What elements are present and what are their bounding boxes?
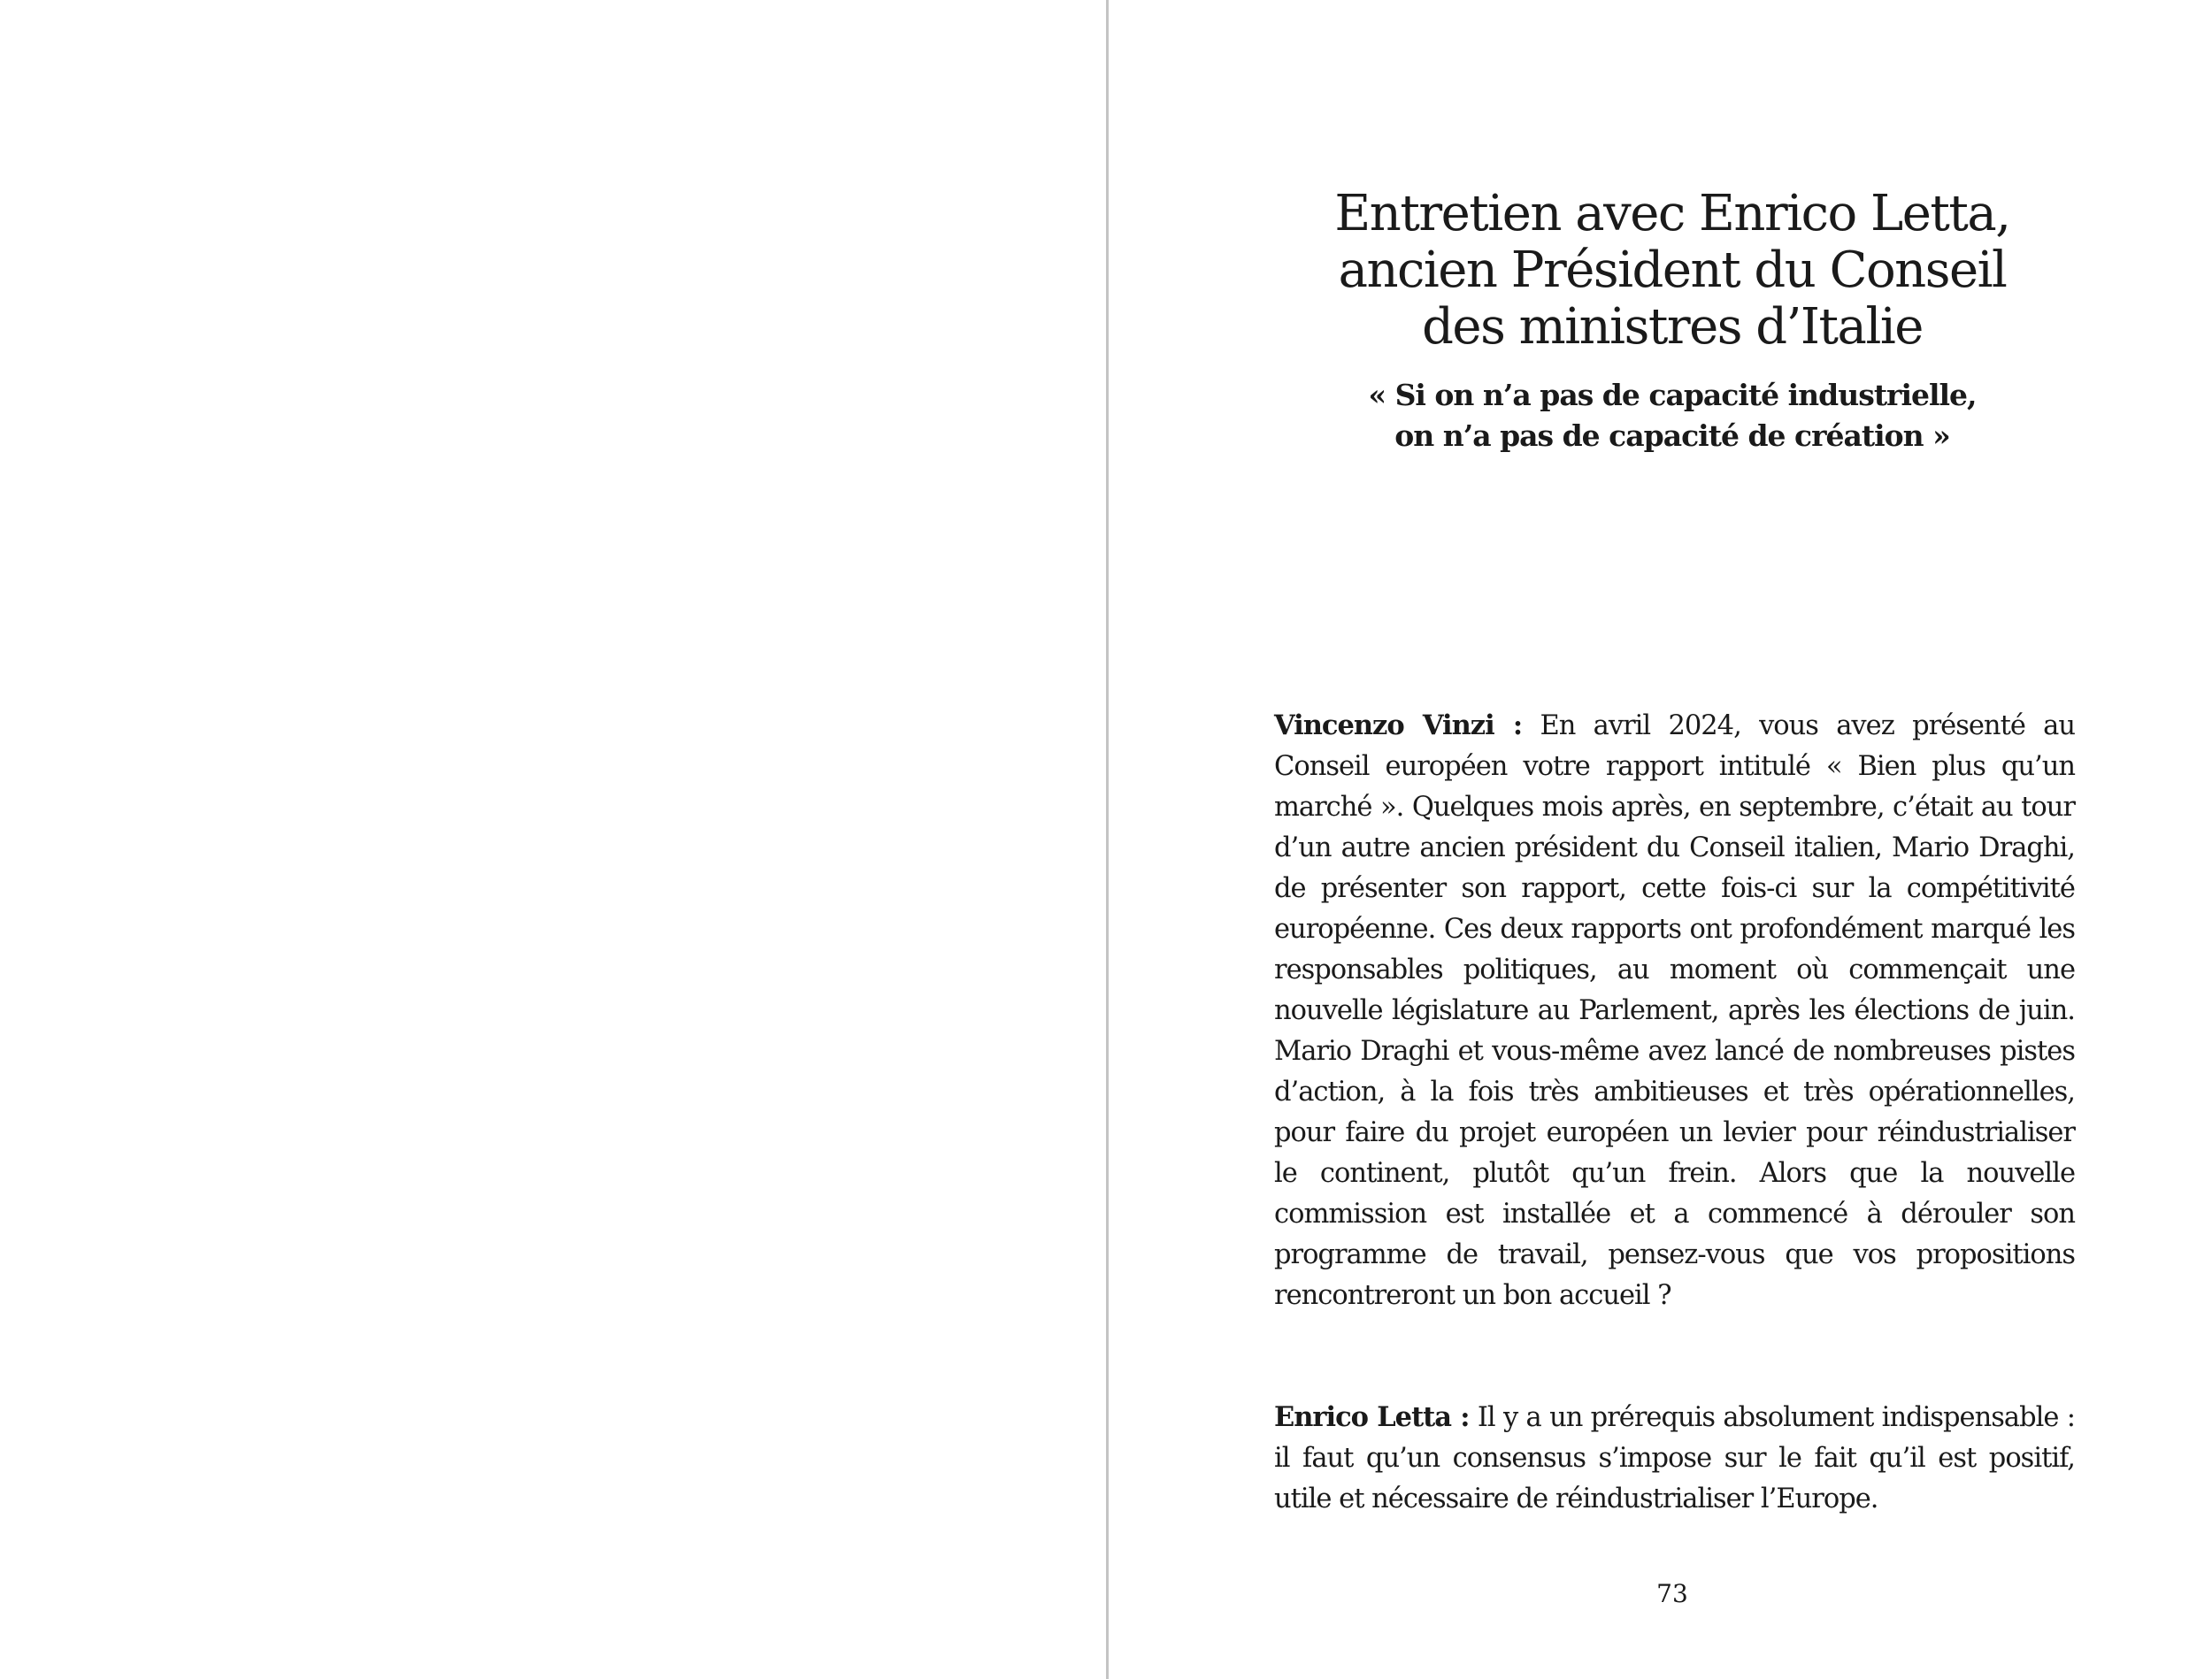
speaker-name: Enrico Letta : (1274, 1401, 1470, 1433)
interview-quote-subtitle (1239, 375, 2106, 456)
title-line: des ministres d’Italie (1422, 297, 1923, 356)
interview-title (1239, 186, 2106, 356)
subtitle-line: on n’a pas de capacité de création » (1394, 418, 1950, 453)
title-line: ancien Président du Conseil (1338, 241, 2007, 299)
paragraph-text: En avril 2024, vous avez présenté au Conseil européen votre rapport intitulé « Bien plus qu’un marché ». Quelques mois après, en septembre, c’était au tour d’un autre ancien président du Conseil italien, Mario Draghi, de présenter son rapport, cette fois-ci sur la compétitivité européenne. Ces deux rapports ont profondément marqué les responsables politiques, au moment où commençait une nouvelle législature au Parlement, après les élections de juin. Mario Draghi et vous-même avez lancé de nombreuses pistes d’action, à la fois très ambitieuses et très opérationnelles, pour faire du projet européen un levier pour réindustrialiser le continent, plutôt qu’un frein. Alors que la nouvelle commission est installée et a commencé à dérouler son programme de travail, pensez-vous que vos propositions rencontreront un bon accueil ? (1274, 710, 2075, 1311)
paragraph-text: Il y a un prérequis absolument indispensable : il faut qu’un consensus s’impose sur le fait qu’il est positif, utile et nécessaire de réindustrialiser l’Europe. (1274, 1402, 2075, 1514)
page-number: 73 (1656, 1579, 1688, 1608)
question-paragraph (1274, 705, 2075, 1316)
title-line: Entretien avec Enrico Letta, (1334, 184, 2010, 242)
answer-paragraph (1274, 1397, 2075, 1520)
subtitle-line: « Si on n’a pas de capacité industrielle, (1368, 378, 1977, 412)
speaker-name: Vincenzo Vinzi : (1274, 709, 1523, 741)
